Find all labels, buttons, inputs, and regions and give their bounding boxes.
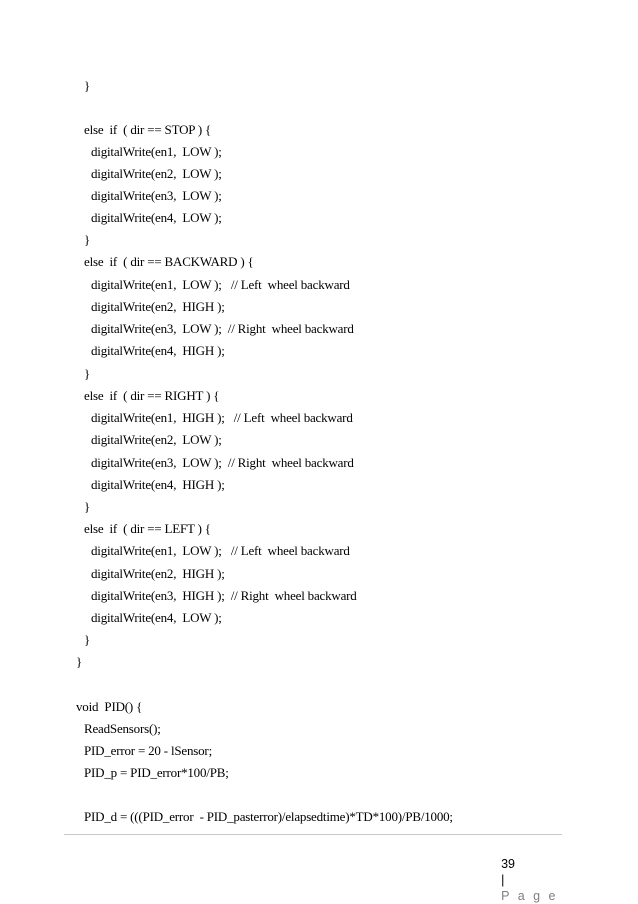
code-line: } [84,232,91,247]
code-line: digitalWrite(en4, HIGH ); [91,477,225,492]
code-line: digitalWrite(en4, HIGH ); [91,343,225,358]
code-line: PID_error = 20 - lSensor; [84,743,212,758]
code-line: else if ( dir == STOP ) { [84,122,212,137]
code-line: digitalWrite(en2, LOW ); [91,432,222,447]
code-line: digitalWrite(en2, HIGH ); [91,566,225,581]
code-line: else if ( dir == BACKWARD ) { [84,254,254,269]
code-line: void PID() { [76,699,143,714]
code-line: digitalWrite(en3, LOW ); // Right wheel backward [91,455,354,470]
code-line: } [84,632,91,647]
code-line: digitalWrite(en4, LOW ); [91,210,222,225]
footer-separator: | [501,873,505,887]
page-label: P a g e [501,889,558,903]
code-line: PID_d = (((PID_error - PID_pasterror)/elapsedtime)*TD*100)/PB/1000; [84,809,453,824]
code-line: digitalWrite(en3, HIGH ); // Right wheel backward [91,588,357,603]
code-line: digitalWrite(en4, LOW ); [91,610,222,625]
footer-divider [64,834,562,835]
code-line: digitalWrite(en1, HIGH ); // Left wheel backward [91,410,353,425]
code-line: PID_p = PID_error*100/PB; [84,765,229,780]
code-line: } [84,78,91,93]
code-line: digitalWrite(en2, LOW ); [91,166,222,181]
code-line: digitalWrite(en1, LOW ); [91,144,222,159]
code-line: digitalWrite(en3, LOW ); [91,188,222,203]
page-footer [494,840,558,904]
code-line: ReadSensors(); [84,721,161,736]
code-line: } [84,366,91,381]
code-line: else if ( dir == LEFT ) { [84,521,211,536]
code-line: digitalWrite(en3, LOW ); // Right wheel backward [91,321,354,336]
code-line: digitalWrite(en2, HIGH ); [91,299,225,314]
code-line: } [84,499,91,514]
code-line: else if ( dir == RIGHT ) { [84,388,220,403]
code-line: } [76,654,83,669]
code-line: digitalWrite(en1, LOW ); // Left wheel backward [91,277,350,292]
code-line: digitalWrite(en1, LOW ); // Left wheel backward [91,543,350,558]
page-number: 39 [501,857,516,871]
